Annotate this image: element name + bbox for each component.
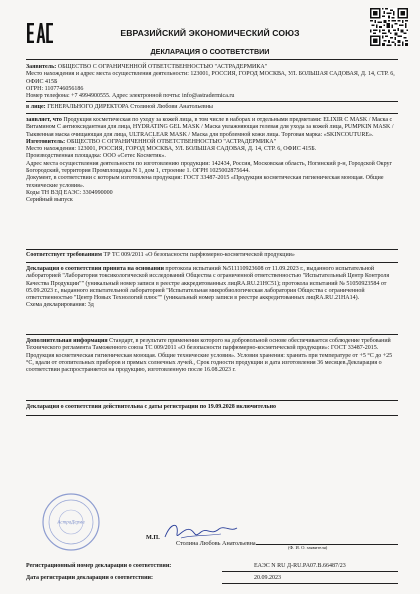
serial-release: Серийный выпуск: [26, 197, 73, 204]
tnved-codes: Коды ТН ВЭД ЕАЭС: 3304990000: [26, 189, 113, 196]
person-label: в лице:: [26, 104, 48, 110]
signatory-name: Столина Любовь Анатольевна: [176, 540, 256, 547]
declaration-scheme: Схема декларирования: 3д: [26, 302, 94, 309]
registration-number-label: Регистрационный номер декларации о соответствии:: [26, 563, 172, 569]
validity-label: Декларация о соответствии действительна с даты регистрации по: [26, 404, 207, 410]
applicant-ogrn: ОГРН: 1107746056186: [26, 85, 84, 92]
applicant-address: Место нахождения и адрес места осуществления деятельности: 123001, РОССИЯ, ГОРОД МОСКВА, УЛ. БОЛЬШАЯ САДОВАЯ, Д. 14, СТР. 6, ОФИС 415Б: [26, 71, 395, 85]
manufacturer-address: Место нахождения: 123001, РОССИЯ, ГОРОД МОСКВА, УЛ. БОЛЬШАЯ САДОВАЯ, Д. 14, СТР. 6, ОФИС 415Б.: [26, 146, 317, 153]
signature-area: [26, 492, 398, 552]
stamp-placeholder: М.П.: [146, 534, 160, 541]
applicant-label: Заявитель:: [26, 64, 57, 70]
declaration-title: ДЕКЛАРАЦИЯ О СООТВЕТСТВИИ: [150, 47, 270, 56]
validity-section: [26, 404, 398, 411]
company-stamp: [40, 492, 102, 552]
requirements-label: Соответствует требованиям: [26, 252, 102, 258]
registration-date: 20.09.2023: [254, 575, 281, 581]
registration-date-label: Дата регистрации декларации о соответствии:: [26, 575, 154, 581]
registration-date-line: [222, 583, 398, 584]
applicant-name: ОБЩЕСТВО С ОГРАНИЧЕННОЙ ОТВЕТСТВЕННОСТЬЮ "АСТРАДЕРМИКА": [56, 64, 268, 70]
applicant-section: [26, 64, 398, 100]
union-title: ЕВРАЗИЙСКИЙ ЭКОНОМИЧЕСКИЙ СОЮЗ: [120, 28, 300, 38]
divider: [26, 415, 398, 416]
stamp-text: АстраДерма: [57, 520, 85, 526]
manufacturer-name: ОБЩЕСТВО С ОГРАНИЧЕННОЙ ОТВЕТСТВЕННОСТЬЮ "АСТРАДЕРМИКА": [65, 138, 277, 145]
qr-code[interactable]: [370, 8, 408, 46]
handwritten-signature: [161, 520, 241, 542]
production-site: Производственная площадка: ООО «Сетес Косметик».: [26, 153, 166, 160]
additional-label: Дополнительная информация: [26, 338, 108, 344]
requirements-section: [26, 252, 398, 259]
divider: [26, 113, 398, 114]
basis-section: [26, 266, 398, 310]
divider: [26, 101, 398, 102]
additional-section: [26, 338, 398, 374]
manufacturer-label: Изготовитель:: [26, 138, 66, 145]
divider: [26, 59, 398, 60]
divider: [26, 249, 398, 250]
basis-text: Декларация о соответствии принята на основании протокола испытаний №511110923608 от 11.09.2023 г., выданного испытательной лабораторией "Лаборатория токсикологической исследований Общества с ограниченной ответственностью "Испытательный Центр Контроля Качества Продукции"" (уникальный номер записи в реестре аккредитованных лицRA.RU.21HC51); протокола испытаний № 51050923584 от 05.09.2023 г., выданного испытательной лабораторией "Испытательная микробиологическая лаборатория Общества с ограниченной ответственностью "Центр Новых Технологий плюс"" (уникальный номер записи в реестре аккредитованных лицRA.RU.21HA14).: [26, 266, 390, 302]
production-standard: Документ, в соответствии с которым изготовлена продукция: ГОСТ 33487-2015 «Продукция косметическая гигиеническая моющая. Общие технические условия».: [26, 175, 384, 189]
product-section: [26, 117, 398, 205]
claims-text: заявляет, что Продукция косметическая по уходу за кожей лица, в том числе в наборах и отдельными предметами: ELIXIR C MASK / Маска с Витамином C антиоксидантная для лица, HYDRATING GEL MASK / Маска увлажняющая гелевая для ухода за кожей лица, PUMPKIN MASK / Тыквенная маска очищающая для лица, ULTRACLEAR MASK / Маска для проблемной кожи лица. Торговая марка: «SKINCOUTURE».: [26, 117, 394, 138]
registration-number-line: [222, 571, 398, 572]
manufacturer-line: [26, 139, 398, 146]
person-name: ГЕНЕРАЛЬНОГО ДИРЕКТОРА Столиной Любови Анатольевны: [47, 104, 213, 110]
applicant-contacts: Номер телефона: +7 4994900555. Адрес электронной почты: info@astradermica.ru: [26, 93, 235, 100]
additional-text: Стандарт, в результате применения которого на добровольной основе обеспечивается соблюдение требований Технического регламента Таможенного союза ТС 009/2011 «О безопасности парфюмерно-косметической продукции»: ГОСТ 33487-2015. Продукция косметическая гигиеническая моющая. Общие технические условия». Условия хранения: хранить при температуре от +5 °С до +25 °С, вдали от отопительных приборов и прямых солнечных лучей., Срок годности продукции и дата изготовления 36 месяцев.Декларация о соответствии распространяется на продукцию, изготовленную после 16.08.2023 г.: [26, 338, 393, 374]
person-section: [26, 104, 398, 111]
divider: [26, 262, 398, 263]
claims-label: заявляет, что: [26, 117, 62, 123]
applicant-line: [26, 64, 398, 71]
basis-label: Декларация о соответствии принята на основании: [26, 266, 164, 272]
divider: [26, 400, 398, 401]
registration-number: ЕАЭС N RU Д-RU.PA07.B.66487/23: [254, 563, 346, 569]
validity-date: 19.09.2028 включительно: [206, 404, 277, 410]
production-address: Адрес места осуществления деятельности по изготовлению продукции: 142434, Россия, Московская область, Ногинский р-н, Городской Округ Богородский, территория Промплощадка N 1, дом 1, строение 1. ОГРН 1025002875644.: [26, 160, 392, 175]
divider: [26, 334, 398, 335]
requirements-text: ТР ТС 009/2011 «О безопасности парфюмерно-косметической продукции»: [101, 252, 295, 258]
signatory-hint: (Ф. И. О. заявителя): [288, 545, 328, 550]
